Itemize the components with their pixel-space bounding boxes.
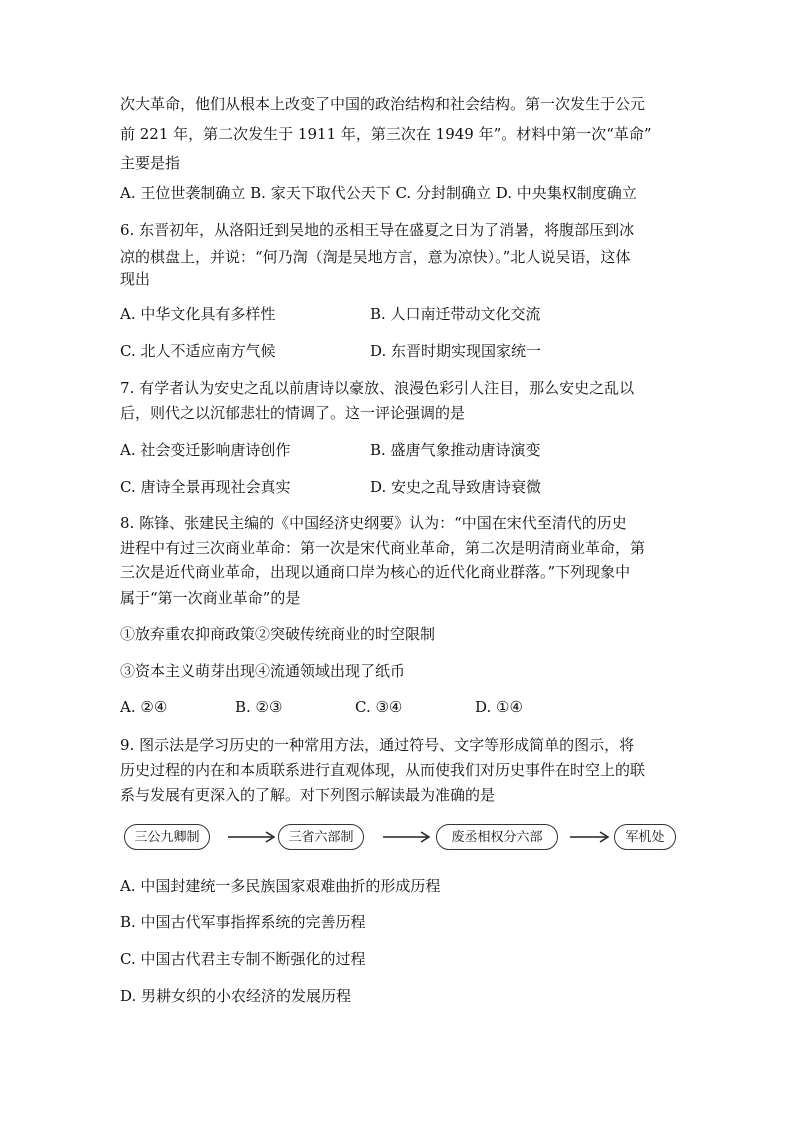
q7-text-line-2: 后，则代之以沉郁悲壮的情调了。这一评论强调的是	[120, 404, 466, 422]
arrow-right-icon	[383, 830, 431, 844]
q8-text-line-1: 8. 陈锋、张建民主编的《中国经济史纲要》认为：“中国在宋代至清代的历史	[120, 514, 627, 532]
q8-text-line-3: 三次是近代商业革命，出现以通商口岸为核心的近代化商业群落。”下列现象中	[120, 563, 631, 581]
q8-items-line-1: ①放弃重农抑商政策②突破传统商业的时空限制	[120, 625, 436, 643]
q5-options: A. 王位世袭制确立 B. 家天下取代公天下 C. 分封制确立 D. 中央集权制度确立	[120, 184, 637, 202]
evolution-diagram	[120, 822, 680, 856]
diagram-box-fei-chengxiang: 废丞相权分六部	[436, 824, 558, 850]
arrow-right-icon	[570, 830, 610, 844]
q6-text-line-3: 现出	[120, 270, 151, 288]
q7-option-b: B. 盛唐气象推动唐诗演变	[370, 441, 541, 459]
q8-option-d: D. ①④	[475, 698, 523, 716]
q7-option-d: D. 安史之乱导致唐诗衰微	[370, 478, 542, 496]
q9-option-a: A. 中国封建统一多民族国家艰难曲折的形成历程	[120, 877, 441, 895]
q9-text-line-3: 系与发展有更深入的了解。对下列图示解读最为准确的是	[120, 786, 496, 804]
q5-text-line-1: 次大革命，他们从根本上改变了中国的政治结构和社会结构。第一次发生于公元	[120, 95, 646, 113]
q7-option-c: C. 唐诗全景再现社会真实	[120, 478, 291, 496]
q6-text-line-1: 6. 东晋初年，从洛阳迁到吴地的丞相王导在盛夏之日为了消暑，将腹部压到冰	[120, 221, 635, 239]
q8-text-line-2: 进程中有过三次商业革命：第一次是宋代商业革命，第二次是明清商业革命，第	[120, 539, 646, 557]
q7-option-a: A. 社会变迁影响唐诗创作	[120, 441, 291, 459]
q9-option-b: B. 中国古代军事指挥系统的完善历程	[120, 913, 366, 931]
q8-option-c: C. ③④	[355, 698, 403, 716]
arrow-right-icon	[228, 830, 276, 844]
q9-text-line-1: 9. 图示法是学习历史的一种常用方法，通过符号、文字等形成简单的图示，将	[120, 736, 635, 754]
diagram-box-sansheng-liubu: 三省六部制	[278, 824, 364, 850]
q6-text-line-2: 凉的棋盘上，并说：“何乃渹（渹是吴地方言，意为凉快）。”北人说吴语，这体	[120, 248, 631, 266]
q6-option-b: B. 人口南迁带动文化交流	[370, 305, 541, 323]
q8-option-b: B. ②③	[235, 698, 283, 716]
q5-text-line-3: 主要是指	[120, 154, 181, 172]
q6-option-a: A. 中华文化具有多样性	[120, 305, 276, 323]
q7-text-line-1: 7. 有学者认为安史之乱以前唐诗以豪放、浪漫色彩引人注目，那么安史之乱以	[120, 379, 635, 397]
q8-items-line-2: ③资本主义萌芽出现④流通领域出现了纸币	[120, 662, 406, 680]
q6-option-d: D. 东晋时期实现国家统一	[370, 342, 542, 360]
q5-text-line-2: 前 221 年，第二次发生于 1911 年，第三次在 1949 年”。材料中第一次“革命”	[120, 125, 652, 143]
q9-text-line-2: 历史过程的内在和本质联系进行直观体现，从而使我们对历史事件在时空上的联	[120, 761, 646, 779]
q6-option-c: C. 北人不适应南方气候	[120, 342, 276, 360]
diagram-box-junjichu: 军机处	[614, 824, 676, 850]
q9-option-c: C. 中国古代君主专制不断强化的过程	[120, 950, 366, 968]
diagram-box-sangong-jiuqing: 三公九卿制	[124, 824, 210, 850]
q8-option-a: A. ②④	[120, 698, 168, 716]
q9-option-d: D. 男耕女织的小农经济的发展历程	[120, 987, 352, 1005]
q8-text-line-4: 属于“第一次商业革命”的是	[120, 589, 301, 607]
